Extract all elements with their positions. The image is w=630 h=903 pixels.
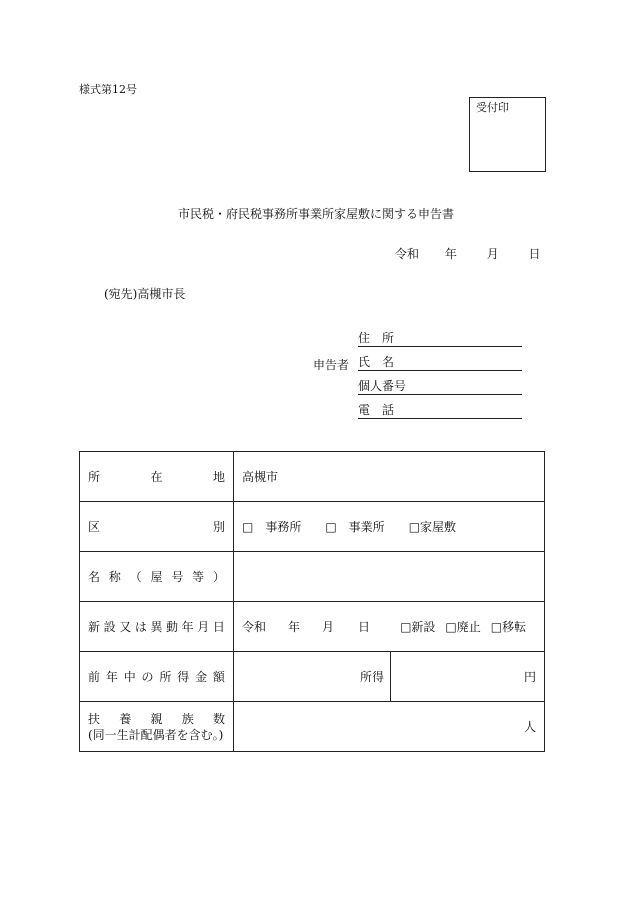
- row-change-date: [80, 602, 545, 652]
- row-dependents: [80, 702, 545, 752]
- label-char: 族: [181, 711, 194, 726]
- date-day: 日: [528, 247, 541, 261]
- label-char: 養: [119, 711, 132, 726]
- applicant-name-field[interactable]: 氏 名: [358, 355, 522, 371]
- label-char: 異: [150, 620, 163, 634]
- location-value-cell[interactable]: [234, 452, 545, 502]
- checkbox-closed[interactable]: □廃止: [445, 620, 481, 634]
- declaration-table: [79, 451, 545, 752]
- label-char: 区: [88, 520, 101, 534]
- label-char: 等: [192, 570, 205, 584]
- form-number: 様式第12号: [79, 83, 137, 96]
- location-value: 高槻市: [242, 470, 279, 484]
- income-label: [80, 652, 234, 702]
- label-char: 扶: [88, 711, 101, 726]
- change-date-label: [80, 602, 234, 652]
- income-cell: [234, 652, 545, 702]
- name-value-cell[interactable]: [234, 552, 545, 602]
- label-char: 日: [212, 620, 225, 634]
- income-type-cell[interactable]: [234, 652, 391, 701]
- date-era: 令和: [395, 247, 420, 261]
- label-char: 前: [88, 670, 101, 684]
- label-char: は: [134, 620, 147, 634]
- checkbox-business-site[interactable]: □ 事業所: [325, 520, 385, 534]
- label-char: 新: [88, 620, 101, 634]
- label-char: 中: [123, 670, 136, 684]
- change-date-cell[interactable]: [234, 602, 545, 652]
- label-char: 得: [177, 670, 190, 684]
- applicant-phone-field[interactable]: 電 話: [358, 403, 522, 419]
- checkbox-relocated[interactable]: □移転: [490, 620, 527, 634]
- label-char: （: [129, 570, 142, 584]
- label-char: ）: [212, 570, 225, 584]
- label-char: 親: [150, 711, 163, 726]
- dependents-note: (同一生計配偶者を含む。): [88, 727, 224, 742]
- label-char: 在: [150, 470, 163, 484]
- label-char: 名: [88, 570, 101, 584]
- filing-date: [395, 245, 541, 262]
- income-unit: 円: [523, 670, 536, 684]
- label-char: 設: [103, 620, 116, 634]
- change-date-month: 月: [322, 620, 335, 634]
- label-char: 号: [171, 570, 184, 584]
- row-category: [80, 502, 545, 552]
- checkbox-residence[interactable]: □家屋敷: [408, 520, 457, 534]
- label-char: 所: [88, 470, 101, 484]
- label-char: 年: [181, 620, 194, 634]
- row-location: [80, 452, 545, 502]
- label-char: 屋: [150, 570, 163, 584]
- applicant-address-field[interactable]: 住 所: [358, 331, 522, 347]
- receipt-stamp-label: 受付印: [476, 101, 509, 114]
- label-char: 又: [119, 620, 132, 634]
- dependents-value-cell[interactable]: [234, 702, 545, 752]
- change-date-day: 日: [358, 620, 371, 634]
- name-value: [234, 570, 242, 584]
- date-year: 年: [444, 247, 457, 261]
- date-month: 月: [486, 247, 499, 261]
- dependents-unit: 人: [523, 720, 536, 734]
- label-char: 所: [159, 670, 172, 684]
- applicant-label: 申告者: [313, 358, 350, 372]
- change-date-era: 令和: [242, 620, 267, 634]
- label-char: 額: [212, 670, 225, 684]
- receipt-stamp-box: [469, 97, 546, 172]
- income-amount-cell[interactable]: [391, 652, 544, 701]
- label-char: の: [141, 670, 154, 684]
- label-char: 別: [212, 520, 225, 534]
- income-type-label: 所得: [359, 670, 384, 684]
- location-label: [80, 452, 234, 502]
- label-char: 称: [108, 570, 121, 584]
- dependents-label: [80, 702, 234, 752]
- category-label: [80, 502, 234, 552]
- applicant-id-number-field[interactable]: 個人番号: [358, 379, 522, 395]
- checkbox-office[interactable]: □ 事務所: [242, 520, 302, 534]
- label-char: 月: [197, 620, 210, 634]
- row-income: [80, 652, 545, 702]
- label-char: 年: [105, 670, 118, 684]
- change-date-year: 年: [288, 620, 301, 634]
- document-title: 市民税・府民税事務所事業所家屋敷に関する申告書: [178, 207, 455, 221]
- category-options-cell: [234, 502, 545, 552]
- label-char: 動: [166, 620, 179, 634]
- name-label: [80, 552, 234, 602]
- label-char: 数: [212, 711, 225, 726]
- checkbox-new[interactable]: □新設: [400, 620, 436, 634]
- label-char: 金: [195, 670, 208, 684]
- label-char: 地: [212, 470, 225, 484]
- addressee: (宛先)高槻市長: [104, 287, 186, 301]
- row-name: [80, 552, 545, 602]
